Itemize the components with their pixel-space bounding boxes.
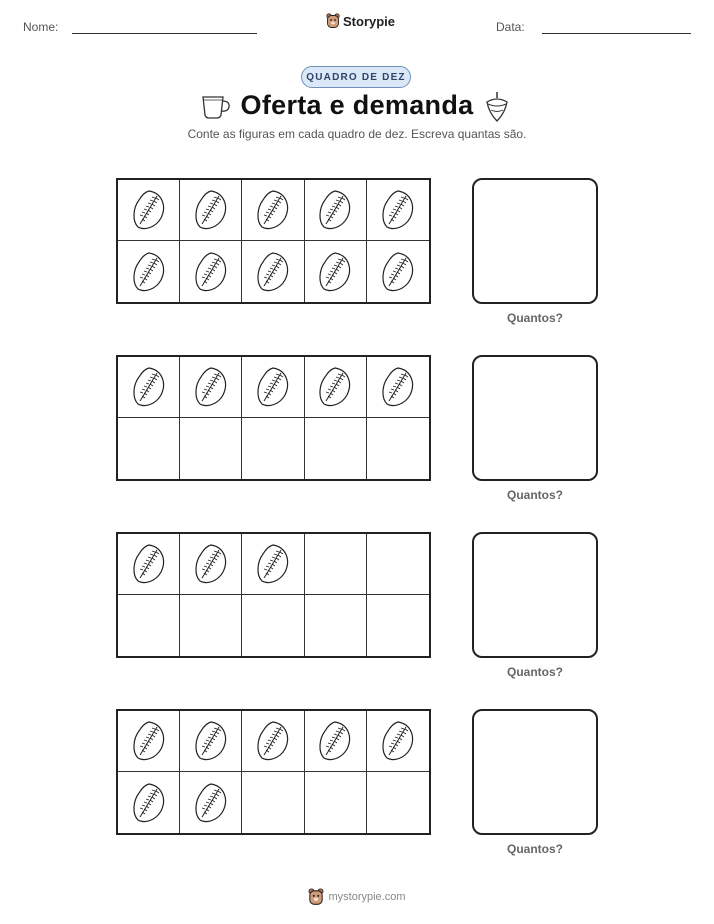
category-badge: QUADRO DE DEZ	[301, 66, 411, 88]
ten-frame-cell	[242, 418, 304, 479]
leaf-icon	[254, 542, 292, 586]
date-label: Data:	[496, 20, 525, 34]
leaf-icon	[254, 250, 292, 294]
answer-box[interactable]	[472, 355, 598, 481]
ten-frame-cell	[180, 241, 242, 302]
ten-frame-cell	[118, 772, 180, 833]
leaf-icon	[254, 188, 292, 232]
ten-frame-cell	[118, 241, 180, 302]
ten-frame-cell	[367, 418, 429, 479]
leaf-icon	[254, 719, 292, 763]
brand-logo	[326, 13, 395, 29]
answer-label: Quantos?	[507, 842, 563, 856]
ten-frame-cell	[242, 534, 304, 595]
ten-frame-cell	[118, 418, 180, 479]
leaf-icon	[379, 250, 417, 294]
ten-frame-cell	[118, 711, 180, 772]
ten-frame-cell	[305, 241, 367, 302]
leaf-icon	[379, 188, 417, 232]
ten-frame-cell	[305, 534, 367, 595]
ten-frame-cell	[180, 595, 242, 656]
ten-frame-cell	[180, 418, 242, 479]
leaf-icon	[316, 188, 354, 232]
leaf-icon	[130, 719, 168, 763]
ten-frame-cell	[242, 180, 304, 241]
answer-box[interactable]	[472, 532, 598, 658]
answer-box[interactable]	[472, 178, 598, 304]
leaf-icon	[192, 188, 230, 232]
leaf-icon	[130, 188, 168, 232]
instructions: Conte as figuras em cada quadro de dez. Escreva quantas são.	[187, 127, 527, 141]
name-label: Nome:	[23, 20, 59, 34]
ten-frame-cell	[305, 357, 367, 418]
leaf-icon	[192, 781, 230, 825]
leaf-icon	[316, 250, 354, 294]
ten-frame-cell	[367, 711, 429, 772]
ten-frame-cell	[305, 418, 367, 479]
answer-label: Quantos?	[507, 311, 563, 325]
date-line[interactable]	[542, 33, 691, 34]
ten-frame-cell	[305, 180, 367, 241]
page-title: Oferta e demanda	[240, 90, 474, 120]
ten-frame-cell	[305, 711, 367, 772]
ten-frame	[116, 355, 431, 481]
ten-frame-cell	[180, 772, 242, 833]
ten-frame-cell	[242, 595, 304, 656]
ten-frame	[116, 532, 431, 658]
ten-frame	[116, 178, 431, 304]
ten-frame-cell	[242, 772, 304, 833]
leaf-icon	[130, 250, 168, 294]
ten-frame-cell	[180, 711, 242, 772]
ten-frame-cell	[367, 241, 429, 302]
ten-frame-cell	[367, 595, 429, 656]
ten-frame-cell	[305, 595, 367, 656]
bear-icon	[308, 888, 324, 906]
leaf-icon	[130, 542, 168, 586]
ten-frame-cell	[367, 357, 429, 418]
bear-icon	[326, 13, 340, 29]
ten-frame-cell	[242, 241, 304, 302]
ten-frame-cell	[118, 595, 180, 656]
ten-frame-cell	[367, 772, 429, 833]
ten-frame-cell	[118, 180, 180, 241]
ten-frame-cell	[118, 357, 180, 418]
ten-frame-cell	[367, 180, 429, 241]
ten-frame-cell	[180, 180, 242, 241]
answer-label: Quantos?	[507, 665, 563, 679]
leaf-icon	[316, 719, 354, 763]
ten-frame	[116, 709, 431, 835]
footer-url: mystorypie.com	[328, 891, 406, 903]
ten-frame-cell	[242, 711, 304, 772]
leaf-icon	[130, 365, 168, 409]
name-line[interactable]	[72, 33, 257, 34]
ten-frame-cell	[305, 772, 367, 833]
ten-frame-cell	[180, 357, 242, 418]
leaf-icon	[192, 250, 230, 294]
leaf-icon	[316, 365, 354, 409]
footer	[0, 888, 714, 906]
leaf-icon	[192, 365, 230, 409]
brand-name: Storypie	[343, 13, 396, 29]
ten-frame-cell	[242, 357, 304, 418]
ten-frame-cell	[367, 534, 429, 595]
leaf-icon	[192, 719, 230, 763]
leaf-icon	[192, 542, 230, 586]
answer-label: Quantos?	[507, 488, 563, 502]
ten-frame-cell	[180, 534, 242, 595]
leaf-icon	[379, 365, 417, 409]
leaf-icon	[254, 365, 292, 409]
leaf-icon	[130, 781, 168, 825]
answer-box[interactable]	[472, 709, 598, 835]
leaf-icon	[379, 719, 417, 763]
ten-frame-cell	[118, 534, 180, 595]
spinning-top-icon	[483, 91, 511, 123]
